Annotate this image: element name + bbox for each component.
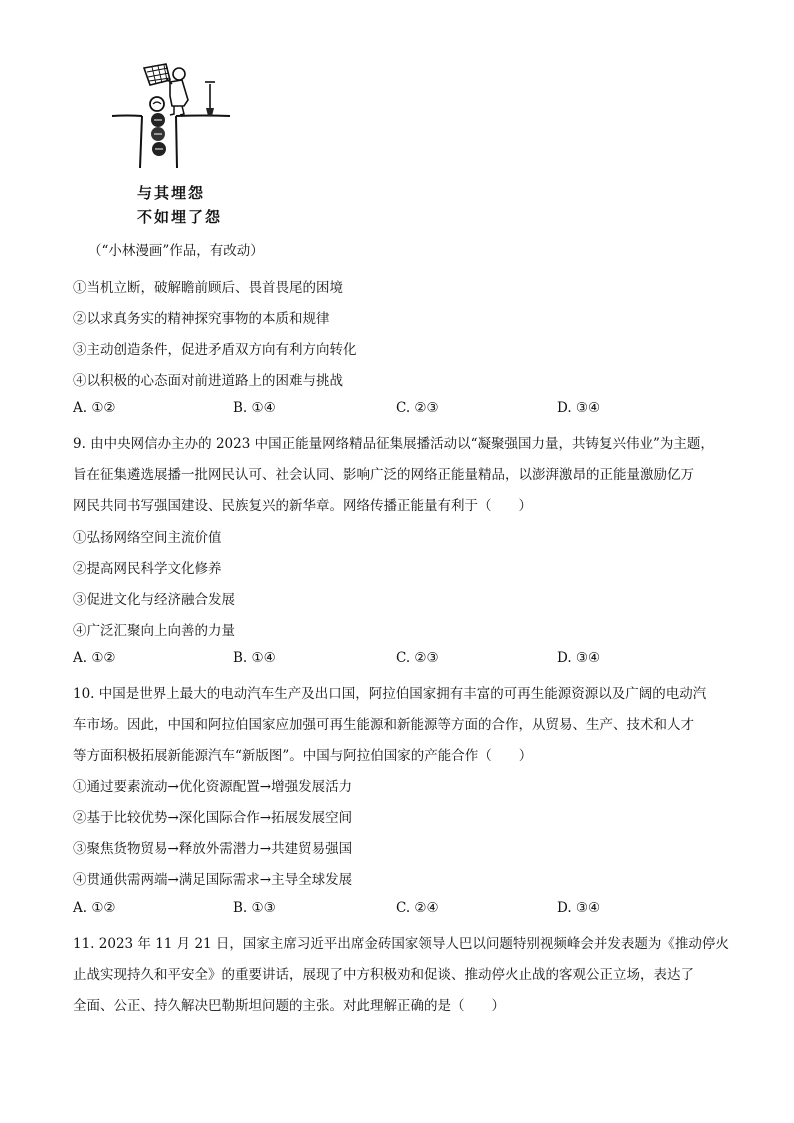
q9-stem-line-1: 9. 由中央网信办主办的 2023 中国正能量网络精品征集展播活动以“凝聚强国力量，共铸复兴伟业”为主题， xyxy=(73,436,714,452)
cartoon-caption-line-2: 不如埋了怨 xyxy=(137,208,223,226)
q8-option-d[interactable]: D. ③④ xyxy=(557,400,601,416)
q9-stem-line-3: 网民共同书写强国建设、民族复兴的新华章。网络传播正能量有利于（ ） xyxy=(73,498,532,514)
q10-stem-line-2: 车市场。因此，中国和阿拉伯国家应加强可再生能源和新能源等方面的合作，从贸易、生产、技术和人才 xyxy=(73,717,694,733)
q11-stem-line-1: 11. 2023 年 11 月 21 日，国家主席习近平出席金砖国家领导人巴以问题特别视频峰会并发表题为《推动停火 xyxy=(73,936,729,952)
q10-option-b[interactable]: B. ①③ xyxy=(233,900,276,916)
q10-option-d[interactable]: D. ③④ xyxy=(557,900,601,916)
q10-item-3: ③聚焦货物贸易→释放外需潜力→共建贸易强国 xyxy=(73,841,353,857)
cartoon-caption-line-1: 与其埋怨 xyxy=(137,184,206,202)
q9-stem-line-2: 旨在征集遴选展播一批网民认可、社会认同、影响广泛的网络正能量精品，以澎湃激昂的正能量激励亿万 xyxy=(73,467,694,483)
q8-option-b[interactable]: B. ①④ xyxy=(233,400,276,416)
q10-item-1: ①通过要素流动→优化资源配置→增强发展活力 xyxy=(73,779,353,795)
q8-item-3: ③主动创造条件，促进矛盾双方向有利方向转化 xyxy=(73,342,357,358)
q9-option-d[interactable]: D. ③④ xyxy=(557,650,601,666)
q10-stem-line-1: 10. 中国是世界上最大的电动汽车生产及出口国，阿拉伯国家拥有丰富的可再生能源资源以及广阔的电动汽 xyxy=(73,686,707,702)
q9-item-4: ④广泛汇聚向上向善的力量 xyxy=(73,623,235,639)
q10-option-c[interactable]: C. ②④ xyxy=(396,900,439,916)
q11-stem-line-2: 止战实现持久和平安全》的重要讲话，展现了中方积极劝和促谈、推动停火止战的客观公正立场，表达了 xyxy=(73,967,694,983)
q9-option-b[interactable]: B. ①④ xyxy=(233,650,276,666)
q10-stem-line-3: 等方面积极拓展新能源汽车“新版图”。中国与阿拉伯国家的产能合作（ ） xyxy=(73,748,533,764)
q9-item-3: ③促进文化与经济融合发展 xyxy=(73,592,235,608)
q8-option-a[interactable]: A. ①② xyxy=(73,400,116,416)
q11-stem-line-3: 全面、公正、持久解决巴勒斯坦问题的主张。对此理解正确的是（ ） xyxy=(73,998,505,1014)
q8-item-4: ④以积极的心态面对前进道路上的困难与挑战 xyxy=(73,373,343,389)
q8-item-1: ①当机立断，破解瞻前顾后、畏首畏尾的困境 xyxy=(73,280,343,296)
cartoon-source-note: （“小林漫画”作品，有改动） xyxy=(88,243,264,259)
q8-item-2: ②以求真务实的精神探究事物的本质和规律 xyxy=(73,311,330,327)
q10-item-2: ②基于比较优势→深化国际合作→拓展发展空间 xyxy=(73,810,353,826)
q8-option-c[interactable]: C. ②③ xyxy=(396,400,439,416)
q9-item-1: ①弘扬网络空间主流价值 xyxy=(73,530,222,546)
q10-option-a[interactable]: A. ①② xyxy=(73,900,116,916)
q10-item-4: ④贯通供需两端→满足国际需求→主导全球发展 xyxy=(73,872,353,888)
q9-option-c[interactable]: C. ②③ xyxy=(396,650,439,666)
q9-item-2: ②提高网民科学文化修养 xyxy=(73,561,222,577)
q9-option-a[interactable]: A. ①② xyxy=(73,650,116,666)
